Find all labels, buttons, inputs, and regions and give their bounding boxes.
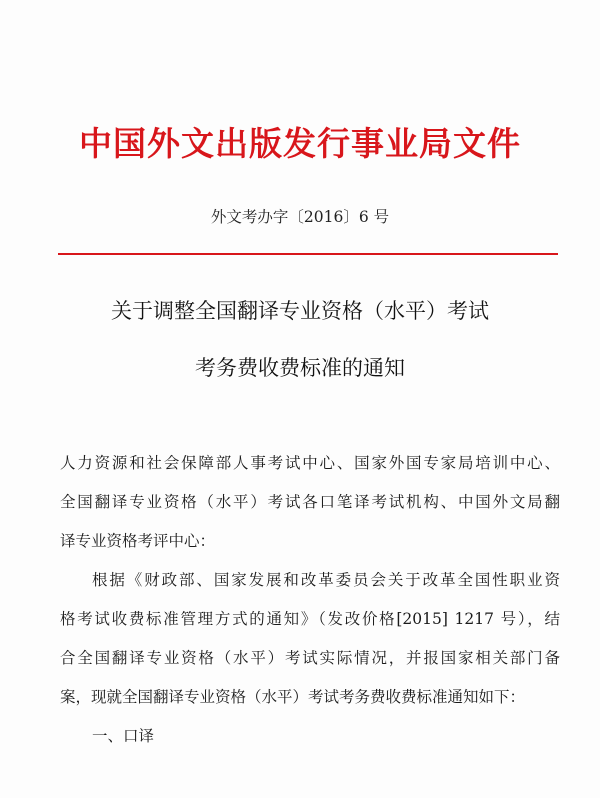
notice-title-line-1: 关于调整全国翻译专业资格（水平）考试 xyxy=(111,299,489,323)
notice-title-line-2: 考务费收费标准的通知 xyxy=(195,356,405,380)
section-heading: 一、口译 xyxy=(92,727,155,745)
addressee-line-1: 人力资源和社会保障部人事考试中心、国家外国专家局培训中心、 xyxy=(60,454,560,472)
addressee-line-3: 译专业资格考评中心： xyxy=(60,532,216,550)
body-line-2: 格考试收费标准管理方式的通知》（发改价格[2015] 1217 号），结 xyxy=(60,610,560,628)
red-divider xyxy=(58,253,558,255)
body-line-4: 案，现就全国翻译专业资格（水平）考试考务费收费标准通知如下： xyxy=(60,688,526,706)
issuer-title: 中国外文出版发行事业局文件 xyxy=(79,124,521,163)
addressee-line-2: 全国翻译专业资格（水平）考试各口笔译考试机构、中国外文局翻 xyxy=(60,493,560,511)
document-number: 外文考办字〔2016〕6 号 xyxy=(210,208,390,226)
body-line-3: 合全国翻译专业资格（水平）考试实际情况，并报国家相关部门备 xyxy=(60,649,560,667)
body-line-1: 根据《财政部、国家发展和改革委员会关于改革全国性职业资 xyxy=(92,571,560,589)
